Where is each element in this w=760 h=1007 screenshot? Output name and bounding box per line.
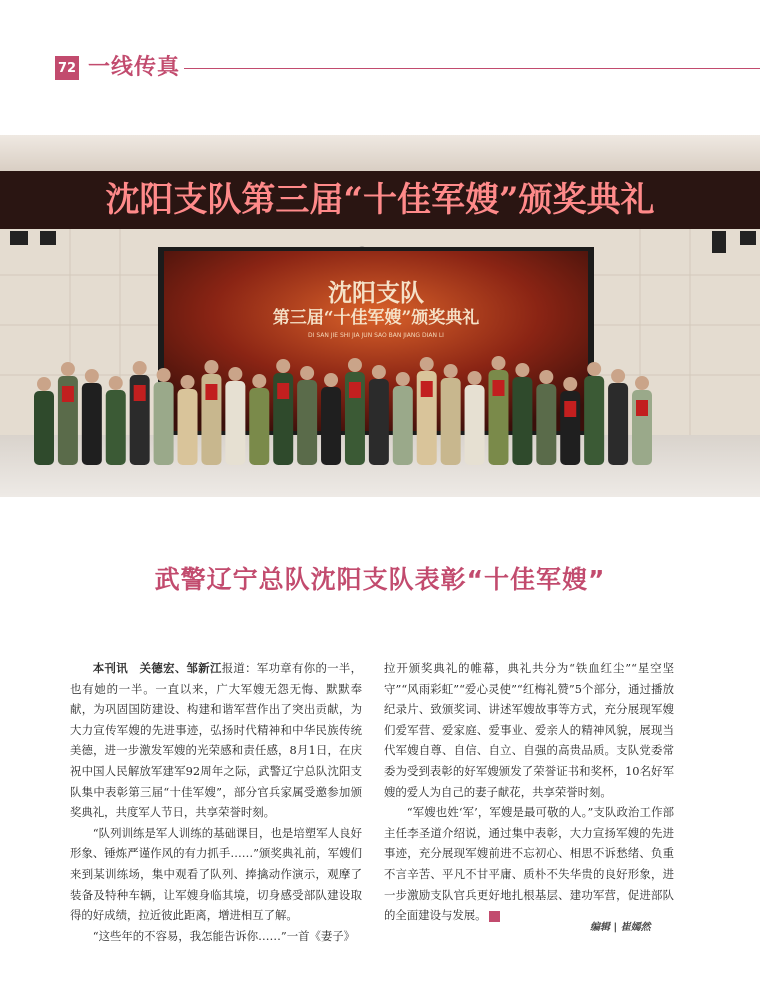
screen-pinyin: DI SAN JIE SHI JIA JUN SAO BAN JIANG DIAN LI <box>308 332 444 339</box>
article-headline: 武警辽宁总队沈阳支队表彰“十佳军嫂” <box>154 565 606 594</box>
person-body <box>536 384 556 465</box>
person-head <box>133 361 147 375</box>
award-certificate <box>636 400 648 416</box>
person-body <box>465 385 485 465</box>
person-head <box>372 365 386 379</box>
person-body <box>297 380 317 465</box>
person-head <box>539 370 553 384</box>
person-head <box>109 376 123 390</box>
article-paragraph-2: “队列训练是军人训练的基础课目，也是培塑军人良好形象、锤炼严谨作风的有力抓手……”颁奖典礼前，军嫂们来到某训练场，集中观看了队列、捧擒动作演示，观摩了装备及特种车辆，让军嫂身临其境，切身感受部队建设取得的好成绩，拉近彼此距离，增进相互了解。 <box>70 825 362 923</box>
award-certificate <box>564 401 576 417</box>
person-head <box>252 374 266 388</box>
person-head <box>468 371 482 385</box>
person-head <box>491 356 505 370</box>
editor-credit: 编辑 | 崔嫣然 <box>590 922 651 933</box>
screen-line1: 沈阳支队 <box>328 278 424 307</box>
award-certificate <box>421 381 433 397</box>
person-body <box>608 383 628 465</box>
article-paragraph-4: 拉开颁奖典礼的帷幕，典礼共分为“铁血红尘”“星空坚守”“风雨彩虹”“爱心灵使”“红梅礼赞”5个部分，通过播放纪录片、致颁奖词、讲述军嫂故事等方式，充分展现军嫂们爱军营、爱家庭、爱事业、爱亲人的精神风貌，展现当代军嫂自尊、自信、自立、自强的高贵品质。支队党委常委为受到表彰的好军嫂颁发了荣誉证书和奖杯，10名好军嫂的爱人为自己的妻子献花，共享荣誉时刻。 <box>384 661 674 799</box>
person-head <box>348 358 362 372</box>
led-banner-text: 沈阳支队第三届“十佳军嫂”颁奖典礼 <box>105 180 655 220</box>
person-head <box>61 362 75 376</box>
speaker-left <box>10 231 28 245</box>
article-byline: 本刊讯 关德宏、邹新江 <box>92 661 222 675</box>
person-head <box>324 373 338 387</box>
speaker-right <box>712 231 726 253</box>
article-column-right <box>384 658 674 926</box>
ceiling <box>0 135 760 173</box>
award-certificate <box>277 383 289 399</box>
person-body <box>34 391 54 465</box>
award-certificate <box>205 384 217 400</box>
person-body <box>369 379 389 465</box>
person-head <box>37 377 51 391</box>
person-head <box>276 359 290 373</box>
page-header <box>0 52 760 86</box>
speaker-right-2 <box>740 231 756 245</box>
screen-line2: 第三届“十佳军嫂”颁奖典礼 <box>272 308 480 328</box>
end-mark-icon: G <box>489 911 500 922</box>
person-head <box>444 364 458 378</box>
person-head <box>181 375 195 389</box>
person-head <box>611 369 625 383</box>
article-paragraph-3: “这些年的不容易，我怎能告诉你……”一首《妻子》 <box>92 928 356 943</box>
ceremony-photo-illustration <box>0 135 760 497</box>
award-certificate <box>492 380 504 396</box>
person-head <box>157 368 171 382</box>
person-body <box>82 383 102 465</box>
award-certificate <box>62 386 74 402</box>
person-body <box>321 387 341 465</box>
person-body <box>154 382 174 465</box>
page-number: 72 <box>55 56 79 80</box>
person-body <box>393 386 413 465</box>
person-head <box>300 366 314 380</box>
award-certificate <box>134 385 146 401</box>
article-column-left <box>70 658 362 946</box>
person-head <box>515 363 529 377</box>
person-body <box>512 377 532 465</box>
section-title: 一线传真 <box>88 55 181 80</box>
person-head <box>587 362 601 376</box>
person-body <box>106 390 126 465</box>
person-head <box>396 372 410 386</box>
ceremony-photo <box>0 135 760 497</box>
person-body <box>441 378 461 465</box>
person-body <box>584 376 604 465</box>
person-body <box>249 388 269 465</box>
person-head <box>563 377 577 391</box>
award-certificate <box>349 382 361 398</box>
header-rule <box>184 68 760 69</box>
person-head <box>635 376 649 390</box>
person-head <box>228 367 242 381</box>
person-body <box>225 381 245 465</box>
speaker-left-2 <box>40 231 56 245</box>
article-paragraph-1-text: 报道：军功章有你的一半，也有她的一半。一直以来，广大军嫂无怨无悔、默默奉献，为巩固国防建设、构建和谐军营作出了突出贡献，为大力宣传军嫂的先进事迹，弘扬时代精神和中华民族传统美德，进一步激发军嫂的光荣感和责任感，8月1日，在庆祝中国人民解放军建军92周年之际，武警辽宁总队沈阳支队集中表彰第三届“十佳军嫂”，部分官兵家属受邀参加颁奖典礼，共度军人节日，共享荣誉时刻。 <box>70 661 362 820</box>
article-paragraph-5-text: “军嫂也姓‘军’，军嫂是最可敬的人。”支队政治工作部主任李圣道介绍说，通过集中表彰，大力宣扬军嫂的先进事迹，充分展现军嫂前进不忘初心、相思不诉愁绪、负重不言辛苦、平凡不甘平庸、质朴不失华贵的良好形象，进一步激励支队官兵更好地扎根基层、建功军营，促进部队的全面建设与发展。 <box>384 805 674 923</box>
person-head <box>204 360 218 374</box>
article-paragraph-1 <box>70 658 362 823</box>
person-head <box>85 369 99 383</box>
person-body <box>178 389 198 465</box>
article-paragraph-5 <box>384 802 674 926</box>
person-head <box>420 357 434 371</box>
